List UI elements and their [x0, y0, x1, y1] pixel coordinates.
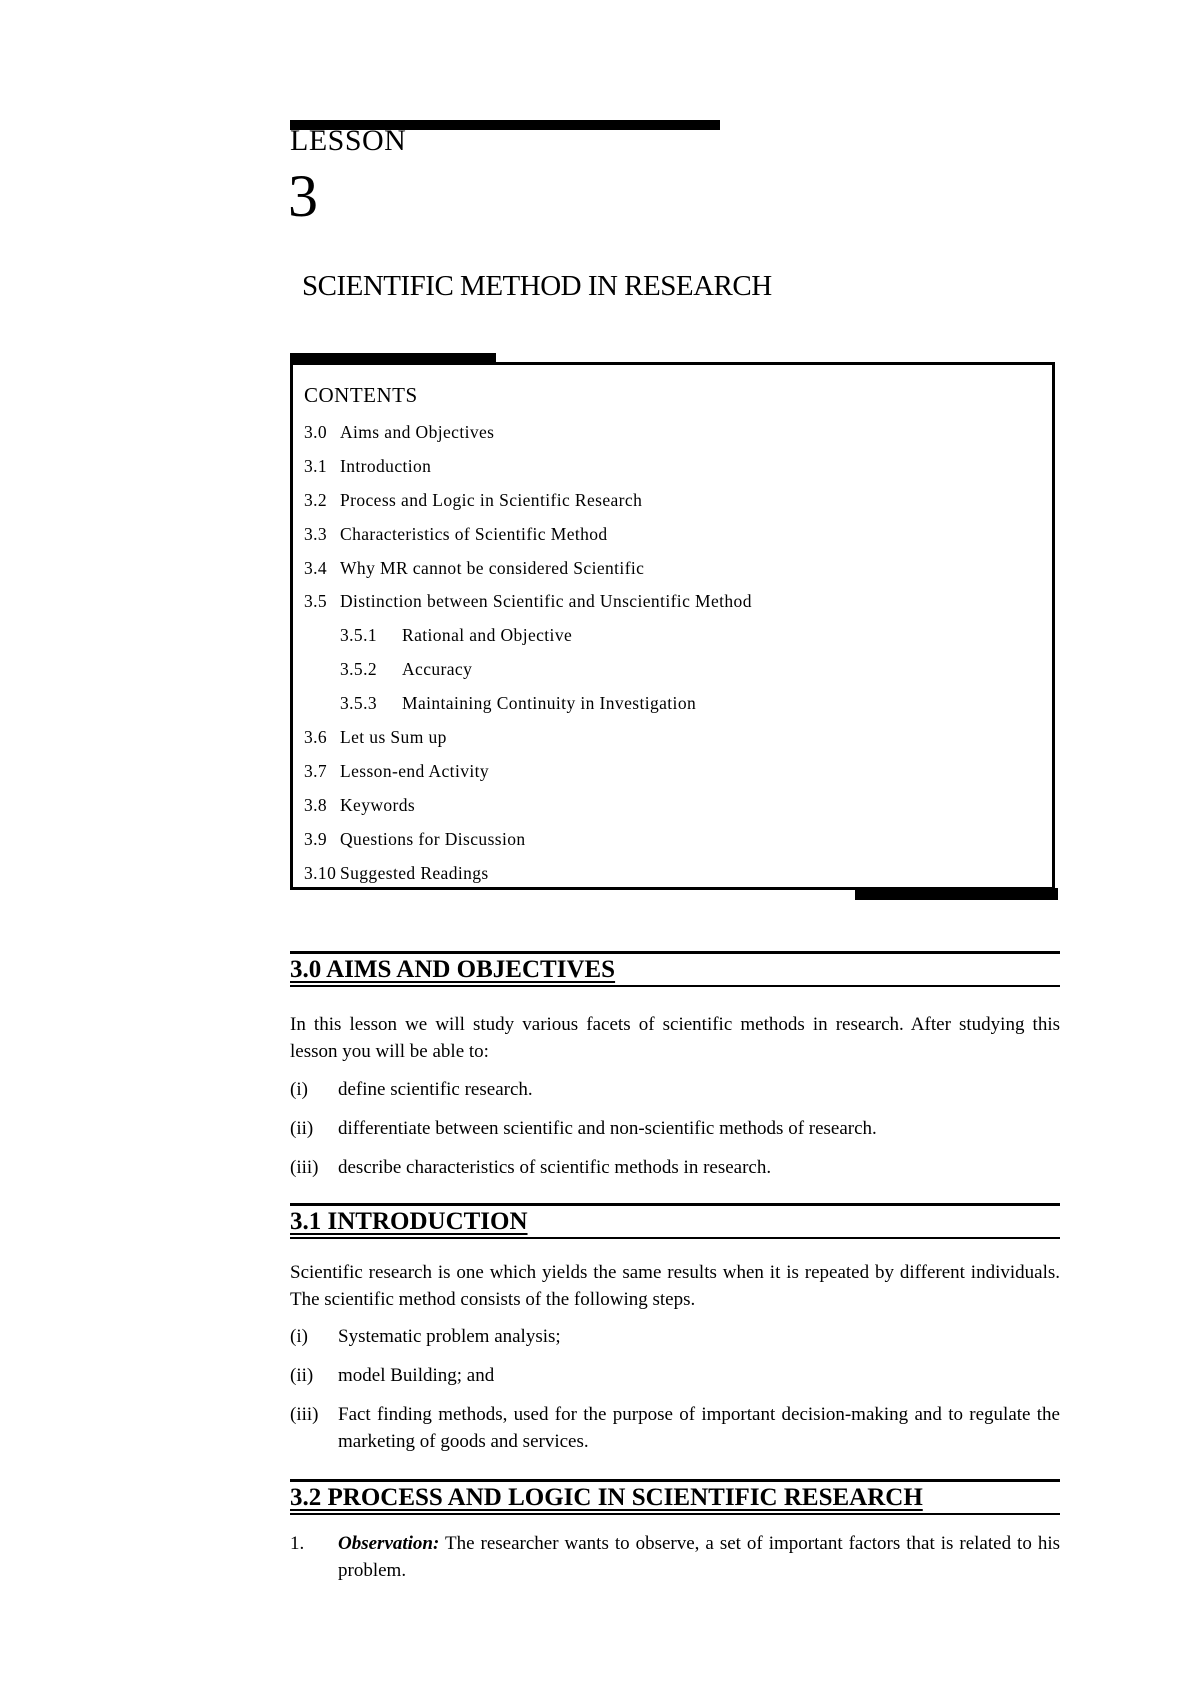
list-marker: (iii): [290, 1404, 319, 1425]
list-text: Systematic problem analysis;: [338, 1326, 561, 1347]
aims-intro: In this lesson we will study various facets of scientific methods in research. After studying this lesson you will be able to:: [290, 1014, 1060, 1062]
section-heading-aims: 3.0 AIMS AND OBJECTIVES: [290, 951, 1060, 987]
toc-item[interactable]: [304, 418, 752, 452]
list-marker: 1.: [290, 1533, 305, 1554]
toc-label: Questions for Discussion: [340, 828, 526, 849]
toc-number: 3.7: [304, 760, 328, 781]
toc-item[interactable]: [304, 520, 752, 554]
toc-number: 3.8: [304, 794, 328, 815]
list-marker: (iii): [290, 1157, 319, 1178]
toc-item[interactable]: [304, 757, 752, 791]
toc-subitem[interactable]: [304, 689, 752, 723]
toc-number: 3.5.2: [340, 659, 377, 680]
list-term: Observation:: [338, 1533, 440, 1554]
list-item: [290, 1401, 1060, 1455]
toc-number: 3.2: [304, 489, 328, 510]
toc-number: 3.1: [304, 455, 328, 476]
list-item: [290, 1530, 1060, 1584]
toc-label: Suggested Readings: [340, 862, 489, 883]
list-text: The researcher wants to observe, a set of important factors that is related to his problem.: [338, 1533, 1060, 1581]
toc-item[interactable]: [304, 859, 752, 893]
toc-subitem[interactable]: [304, 621, 752, 655]
toc-number: 3.0: [304, 422, 328, 442]
contents-list: [304, 418, 752, 892]
toc-number: 3.10: [304, 862, 337, 883]
toc-label: Rational and Objective: [402, 625, 573, 646]
list-item: [290, 1154, 1060, 1181]
toc-label: Characteristics of Scientific Method: [340, 523, 608, 544]
toc-item[interactable]: [304, 486, 752, 520]
toc-label: Process and Logic in Scientific Research: [340, 489, 643, 510]
toc-label: Why MR cannot be considered Scientific: [340, 557, 645, 578]
list-item: [290, 1362, 1060, 1389]
introduction-intro: Scientific research is one which yields the same results when it is repeated by different individuals. The scientific method consists of the following steps.: [290, 1262, 1060, 1310]
toc-number: 3.9: [304, 828, 328, 849]
section-heading-process: 3.2 PROCESS AND LOGIC IN SCIENTIFIC RESEARCH: [290, 1479, 1060, 1515]
list-item: [290, 1115, 1060, 1142]
list-item: [290, 1323, 1060, 1350]
toc-label: Introduction: [340, 455, 432, 476]
list-item: [290, 1076, 1060, 1103]
toc-label: Keywords: [340, 794, 416, 815]
toc-label: Let us Sum up: [340, 727, 447, 748]
toc-number: 3.6: [304, 727, 328, 748]
toc-item[interactable]: [304, 825, 752, 859]
toc-item[interactable]: [304, 554, 752, 588]
contents-heading: CONTENTS: [304, 383, 418, 407]
toc-number: 3.5.3: [340, 693, 377, 714]
list-text: define scientific research.: [338, 1079, 533, 1100]
toc-subitem[interactable]: [304, 655, 752, 689]
list-text: model Building; and: [338, 1365, 495, 1386]
toc-label: Accuracy: [402, 659, 473, 680]
list-marker: (ii): [290, 1118, 314, 1139]
toc-label: Aims and Objectives: [340, 422, 495, 442]
toc-number: 3.5.1: [340, 625, 377, 646]
toc-label: Distinction between Scientific and Unscientific Method: [340, 591, 752, 612]
toc-item[interactable]: [304, 452, 752, 486]
toc-label: Maintaining Continuity in Investigation: [402, 693, 697, 714]
contents-box-tab-bottom: [855, 888, 1058, 900]
list-marker: (i): [290, 1326, 308, 1347]
list-marker: (i): [290, 1079, 308, 1100]
list-text: Fact finding methods, used for the purpose of important decision-making and to regulate the marketing of goods and services.: [338, 1404, 1060, 1452]
lesson-label: LESSON: [290, 124, 407, 157]
lesson-number: 3: [288, 163, 318, 229]
toc-item[interactable]: [304, 587, 752, 621]
toc-item[interactable]: [304, 723, 752, 757]
toc-number: 3.4: [304, 557, 328, 578]
toc-label: Lesson-end Activity: [340, 760, 490, 781]
toc-number: 3.5: [304, 591, 328, 612]
list-text: describe characteristics of scientific methods in research.: [338, 1157, 772, 1178]
section-heading-introduction: 3.1 INTRODUCTION: [290, 1203, 1060, 1239]
toc-item[interactable]: [304, 791, 752, 825]
toc-number: 3.3: [304, 523, 328, 544]
list-marker: (ii): [290, 1365, 314, 1386]
lesson-title: SCIENTIFIC METHOD IN RESEARCH: [302, 270, 772, 302]
list-text: differentiate between scientific and non-scientific methods of research.: [338, 1118, 877, 1139]
